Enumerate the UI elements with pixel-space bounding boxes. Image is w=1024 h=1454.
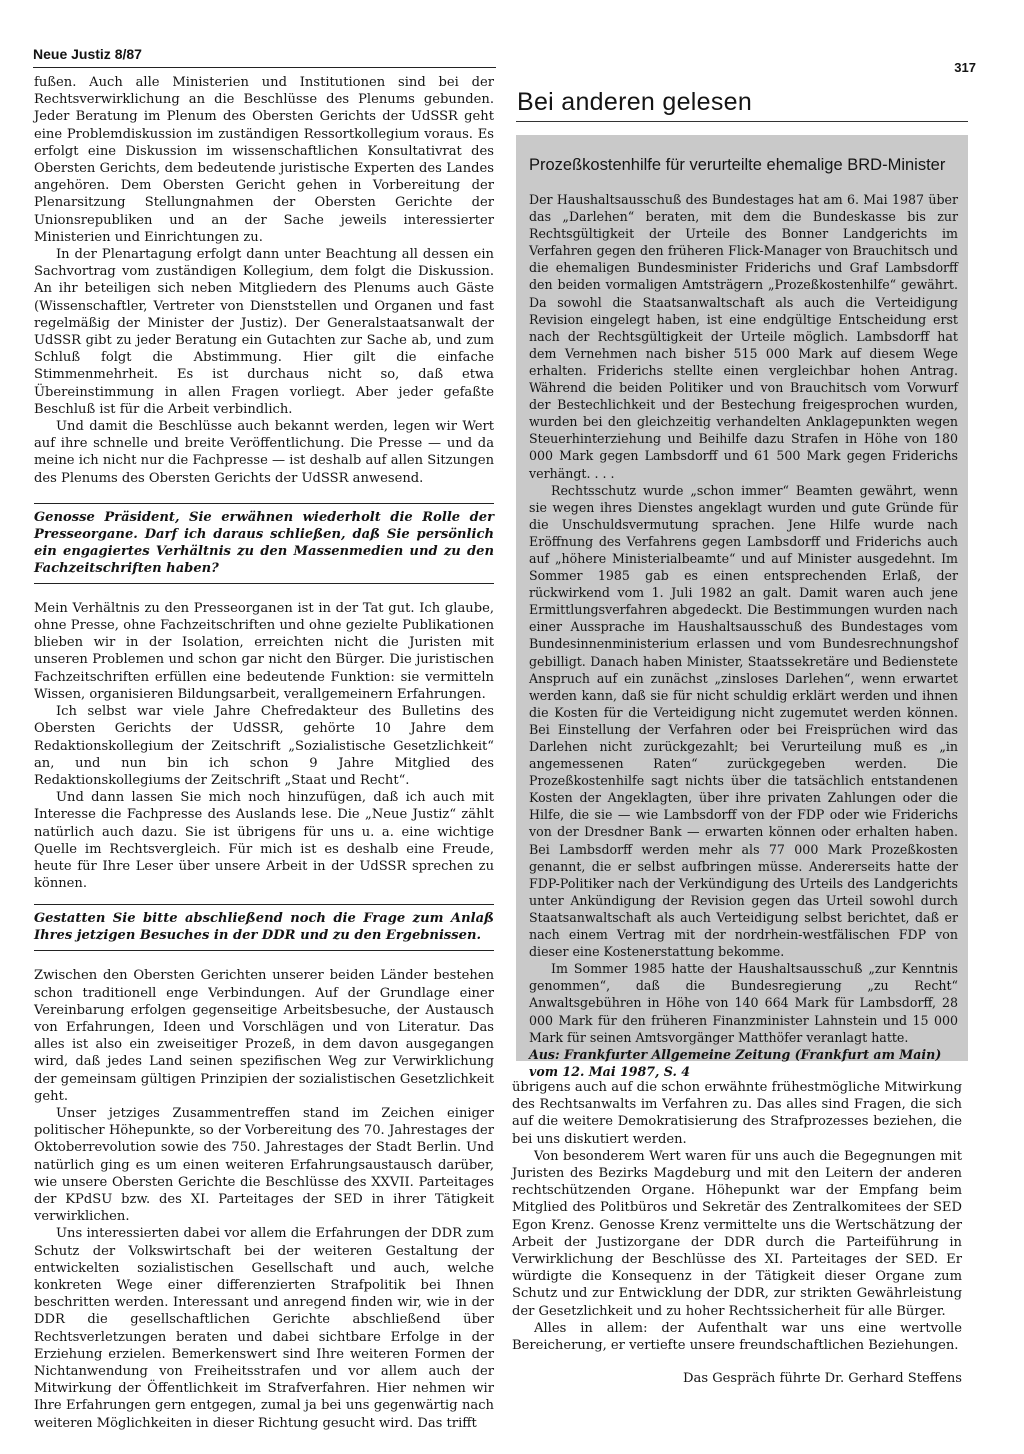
page-header xyxy=(33,46,976,75)
sidebar-box-title: Prozeßkostenhilfe für verurteilte ehemalige BRD-Minister xyxy=(529,156,946,174)
page-number: 317 xyxy=(954,60,976,75)
header-rule xyxy=(33,67,496,68)
interview-question-1 xyxy=(34,503,494,584)
left-paragraph-1: fußen. Auch alle Ministerien und Institutionen sind bei der Rechtsverwirklichung an die Beschlüsse des Plenums gebunden. Jeder Beratung im Plenum des Obersten Gerichts der UdSSR geht eine Problemdiskussion im zuständigen Ressortkollegium voraus. Es erfolgt eine Diskussion im wissenschaftlichen Konsultativrat des Obersten Gerichts, dem bedeutende juristische Experten des Landes angehören. Dem Obersten Gericht gehen in Vorbereitung der Plenarsitzung Stellungnahmen der Obersten Gerichte der Unionsrepubliken und an der Sache jeweils interessierter Ministerien und Einrichtungen zu. xyxy=(34,75,494,245)
left-paragraph-6: Und dann lassen Sie mich noch hinzufügen, daß ich auch mit Interesse die Fachpresse des Auslands lese. Die „Neue Justiz“ zählt natürlich auch dazu. Sie ist übrigens für uns u. a. eine wichtige Quelle im Rechtsvergleich. Für mich ist es deshalb eine Freude, heute für Ihre Leser über unsere Arbeit in der UdSSR sprechen zu können. xyxy=(34,790,494,892)
right-paragraph-3: Alles in allem: der Aufenthalt war uns eine wertvolle Bereicherung, er vertiefte unsere freundschaftlichen Beziehungen. xyxy=(512,1320,962,1354)
question-1-text: Genosse Präsident, Sie erwähnen wiederholt die Rolle der Presseorgane. Darf ich daraus schließen, daß Sie persönlich ein engagiertes Verhältnis zu den Massenmedien und zu den Fachzeitschriften haben? xyxy=(34,509,494,576)
left-paragraph-3: Und damit die Beschlüsse auch bekannt werden, legen wir Wert auf ihre schnelle und breite Veröffentlichung. Die Presse — und da meine ich nicht nur die Fachpresse — ist deshalb auf allen Sitzungen des Plenums des Obersten Gerichts der UdSSR anwesend. xyxy=(34,419,494,486)
left-paragraph-5: Ich selbst war viele Jahre Chefredakteur des Bulletins des Obersten Gerichts der UdSSR, gehörte 10 Jahre dem Redaktionskollegium der Zeitschrift „Sozialistische Gesetzlichkeit“ an, und nun bin ich schon 9 Jahre Mitglied des Redaktionskollegiums der Zeitschrift „Staat und Recht“. xyxy=(34,704,494,788)
sidebar-paragraph-3: Im Sommer 1985 hatte der Haushaltsausschuß „zur Kenntnis genommen“, daß die Bundesregierung „zu Recht“ Anwaltsgebühren in Höhe von 140 664 Mark für Lambsdorff, 28 000 Mark für den früheren Finanzminister Lahnstein und 15 000 Mark für seinen Amtsvorgänger Matthöfer veranlagt hatte. xyxy=(529,961,958,1045)
section-title: Bei anderen gelesen xyxy=(517,88,753,116)
sidebar-box xyxy=(516,135,968,1079)
sidebar-paragraph-1: Der Haushaltsausschuß des Bundestages hat am 6. Mai 1987 über das „Darlehen“ beraten, mit dem die Bundeskasse bis zur Rechtsgültigkeit der Urteile des Bonner Landgerichts im Verfahren gegen den früheren Flick-Manager von Brauchitsch und die ehemaligen Bundesminister Friderichs und Graf Lambsdorff den beiden vormaligen Amtsträgern „Prozeßkostenhilfe“ gewährt. Da sowohl die Staatsanwaltschaft als auch die Verteidigung Revision eingelegt haben, ist eine endgültige Entscheidung erst nach der Rechtsgültigkeit der Urteile möglich. Lambsdorff hat dem Vernehmen nach bisher 515 000 Mark auf diesem Wege erhalten. Friderichs stellte einen vergleichbar hohen Antrag. Während die beiden Politiker und von Brauchitsch vom Vorwurf der Bestechlichkeit und der Bestechung freigesprochen wurden, wurden bei den gleichzeitig verhandelten Anklagepunkten wegen Steuerhinterziehung und Beihilfe dazu Strafen in Höhe von 180 000 Mark gegen Lambsdorff und 61 500 Mark gegen Friderichs verhängt. . . . xyxy=(529,192,958,481)
left-paragraph-9: Uns interessierten dabei vor allem die Erfahrungen der DDR zum Schutz der Volkswirtschaft bei der weiteren Gestaltung der entwickelten sozialistischen Gesellschaft und auch, welche konkreten Wege einer differenzierten Strafpolitik bei Ihnen beschritten werden. Interessant und anregend finden wir, wie in der DDR die gesellschaftlichen Gerichte abschließend über Rechtsverletzungen beraten und dabei sichtbare Erfolge in der Erziehung erzielen. Bemerkenswert sind Ihre weiteren Formen der Nichtanwendung von Freiheitsstrafen und vor allem auch der Mitwirkung der Öffentlichkeit im Strafverfahren. Hier nehmen wir Ihre Erfahrungen gern entgegen, zumal ja bei uns gegenwärtig nach weiteren Möglichkeiten in dieser Richtung gesucht wird. Das trifft xyxy=(34,1226,494,1431)
right-paragraph-1: übrigens auch auf die schon erwähnte frühestmögliche Mitwirkung des Rechtsanwalts im Verfahren zu. Das alles sind Fragen, die sich auf die weitere Demokratisierung des Strafprozesses beziehen, die bei uns diskutiert werden. xyxy=(512,1080,962,1147)
interview-question-2 xyxy=(34,904,494,951)
question-2-text: Gestatten Sie bitte abschließend noch die Frage zum Anlaß Ihres jetzigen Besuches in der DDR und zu den Ergebnissen. xyxy=(34,911,494,944)
right-paragraph-2: Von besonderem Wert waren für uns auch die Begegnungen mit Juristen des Bezirks Magdeburg und mit den Leitern der anderen rechtschützenden Organe. Höhepunkt war der Empfang beim Mitglied des Politbüros und Sekretär des Zentralkomitees der SED Egon Krenz. Genosse Krenz vermittelte uns die Wertschätzung der Arbeit der Justizorgane der DDR durch die Parteiführung in Verwirklichung der Beschlüsse des XI. Parteitages der SED. Er würdigte die Konsequenz in der Tätigkeit dieser Organe zum Schutz und zur Entwicklung der DDR, zur strikten Gewährleistung der Gesetzlichkeit und zu hoher Rechtssicherheit für alle Bürger. xyxy=(512,1148,962,1319)
section-rule xyxy=(516,121,968,122)
right-column xyxy=(512,1079,962,1387)
left-paragraph-7: Zwischen den Obersten Gerichten unserer beiden Länder bestehen schon traditionell enge Verbindungen. Auf der Grundlage einer Vereinbarung erfolgen gegenseitige Arbeitsbesuche, der Austausch von Erfahrungen, Ideen und Vorschlägen und von Literatur. Das alles ist also ein zweiseitiger Prozeß, in dem davon ausgegangen wird, daß jedes Land seinen spezifischen Weg zur Verwirklichung der gemeinsam gültigen Prinzipien der sozialistischen Gesetzlichkeit geht. xyxy=(34,968,494,1104)
left-paragraph-4: Mein Verhältnis zu den Presseorganen ist in der Tat gut. Ich glaube, ohne Presse, ohne Fachzeitschriften und ohne gezielte Publikationen blieben wir in der Isolation, erreichten nicht die Juristen mit unseren Problemen und schon gar nicht den Bürger. Die juristischen Fachzeitschriften erfüllen eine bedeutende Funktion: sie vermitteln Wissen, organisieren Bildungsarbeit, verallgemeinern Erfahrungen. xyxy=(34,600,494,702)
interview-signature: Das Gespräch führte Dr. Gerhard Steffens xyxy=(683,1371,962,1387)
left-column xyxy=(34,74,494,1432)
journal-name: Neue Justiz 8/87 xyxy=(33,46,142,62)
sidebar-paragraph-2: Rechtsschutz wurde „schon immer“ Beamten gewährt, wenn sie wegen ihres Dienstes angeklagt wurden und gute Gründe für die Unschuldsvermutung sprachen. Jene Hilfe wurde nach Eröffnung des Verfahrens gegen Lambsdorff und Friderichs auch auf „höhere Ministerialbeamte“ und auf Minister ausgedehnt. Im Sommer 1985 gab es einen entsprechenden Erlaß, der rückwirkend vom 1. Juli 1982 an galt. Damit waren auch jene Ermittlungsverfahren abgedeckt. Die Bestimmungen wurden nach einer Aussprache im Haushaltsausschuß des Bundestages vom Bundesinnenministerium erlassen und vom Bundesrechnungshof gebilligt. Danach haben Minister, Staatssekretäre und Bedienstete Anspruch auf ein zunächst „zinsloses Darlehen“, wenn erwartet werden kann, daß sie für nicht schuldig erklärt werden und ihnen die Kosten für die Verteidigung nicht zugemutet werden können. Bei Einstellung der Verfahren oder bei Freisprüchen wird das Darlehen nicht zurückgezahlt; bei Verurteilung muß es „in angemessenen Raten“ zurückgegeben werden. Die Prozeßkostenhilfe sagt nichts über die tatsächlich entstandenen Kosten der Angeklagten, über ihre privaten Zahlungen oder die Hilfe, die sie — wie Lambsdorff von der FDP oder wie Friderichs von der Dresdner Bank — erwarten können oder erhalten haben. Bei Lambsdorff werden mehr als 77 000 Mark Prozeßkosten genannt, die er selbst aufbringen müsse. Andererseits hatte der FDP-Politiker nach der Verkündigung des Urteils des Landgerichts unter Ankündigung der Revision gegen das Urteil sowohl durch Staatsanwaltschaft als auch Verteidigung selbst berichtet, daß er nach einem Vertrag mit der nordrhein-westfälischen FDP von dieser eine Kostenerstattung bekomme. xyxy=(529,482,958,960)
left-paragraph-2: In der Plenartagung erfolgt dann unter Beachtung all dessen ein Sachvortrag vom zuständigen Kollegium, dem folgt die Diskussion. An ihr beteiligen sich neben Mitgliedern des Plenums auch Gäste (Wissenschaftler, Vertreter von Dienststellen und Organen und fast regelmäßig der Minister der Justiz). Der Generalstaatsanwalt der UdSSR gibt zu jeder Beratung ein Gutachten zur Sache ab, und zum Schluß folgt die Abstimmung. Hier gilt die einfache Stimmenmehrheit. Es ist durchaus nicht so, daß etwa Übereinstimmung in allen Fragen vorliegt. Aber jeder gefaßte Beschluß ist für die Arbeit verbindlich. xyxy=(34,247,494,417)
sidebar-source: Aus: Frankfurter Allgemeine Zeitung (Frankfurt am Main) vom 12. Mai 1987, S. 4 xyxy=(529,1046,942,1079)
left-paragraph-8: Unser jetziges Zusammentreffen stand im Zeichen einiger politischer Höhepunkte, so der Vorbereitung des 70. Jahrestages der Oktoberrevolution sowie des 750. Jahrestages der Stadt Berlin. Und natürlich ging es um einen weiteren Erfahrungsaustausch darüber, wie unsere Obersten Gerichte die Beschlüsse des XXVII. Parteitages der KPdSU bzw. des XI. Parteitages der SED in ihrer Tätigkeit verwirklichen. xyxy=(34,1105,494,1225)
